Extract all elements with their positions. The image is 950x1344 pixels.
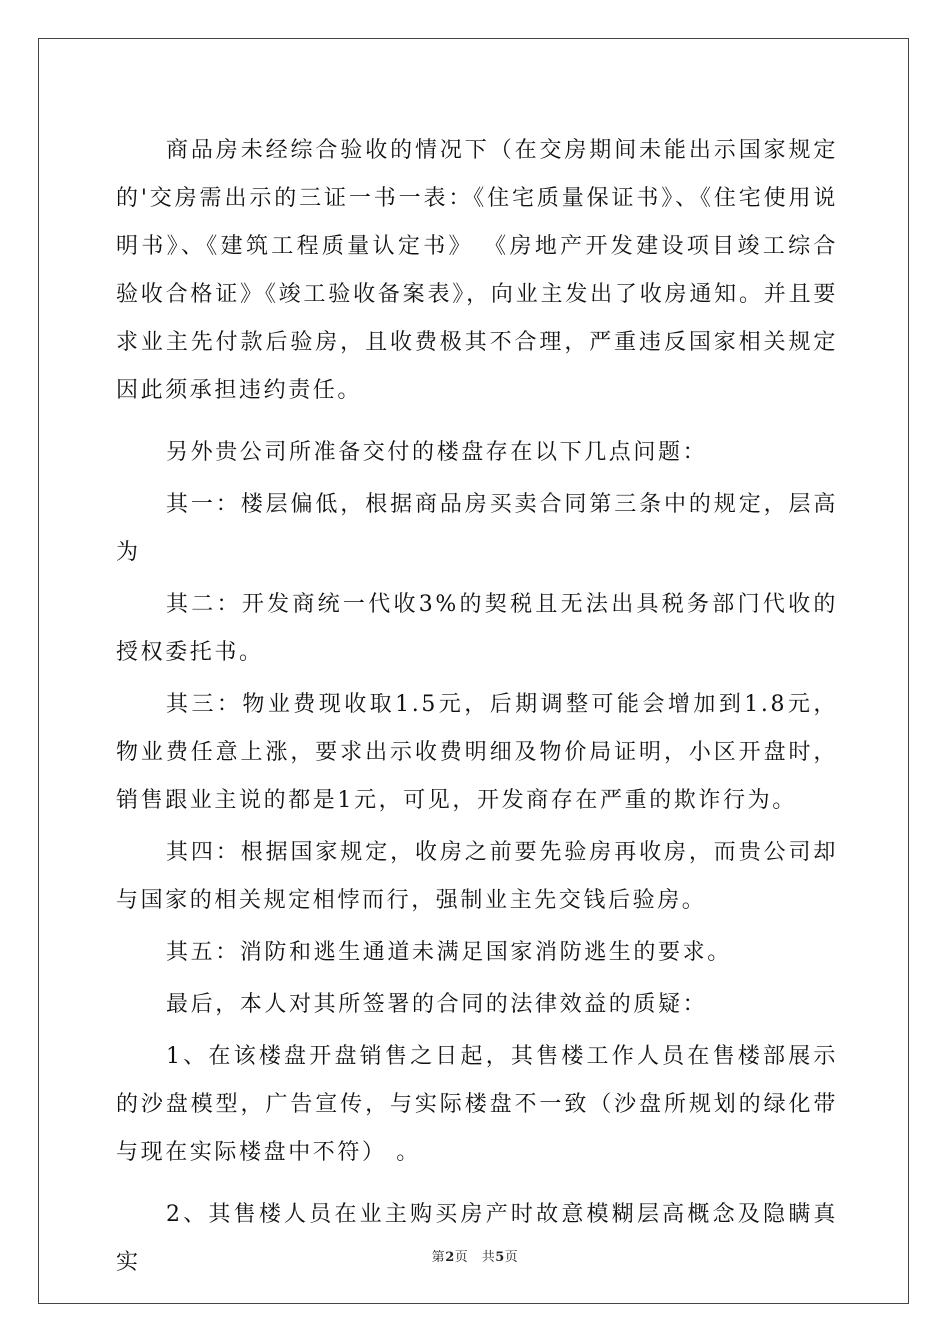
paragraph-7: 其五：消防和逃生通道未满足国家消防逃生的要求。	[166, 940, 732, 965]
paragraph-10: 2、其售楼人员在业主购买房产时故意模糊层高概念及隐瞒真实	[116, 1202, 838, 1275]
paragraph-4: 其二：开发商统一代收3%的契税且无法出具税务部门代收的授权委托书。	[116, 592, 838, 665]
paragraph-6: 其四：根据国家规定，收房之前要先验房再收房，而贵公司却与国家的相关规定相悖而行，强制业主先交钱后验房。	[116, 840, 838, 913]
paragraph-8: 最后，本人对其所签署的合同的法律效益的质疑：	[166, 992, 708, 1017]
paragraph-5: 其三：物业费现收取1.5元，后期调整可能会增加到1.8元，物业费任意上涨，要求出示收费明细及物价局证明，小区开盘时，销售跟业主说的都是1元，可见，开发商存在严重的欺诈行为。	[116, 692, 838, 813]
page-footer	[0, 1246, 950, 1265]
paragraph-1: 商品房未经综合验收的情况下（在交房期间未能出示国家规定的'交房需出示的三证一书一表：《住宅质量保证书》、《住宅使用说明书》、《建筑工程质量认定书》 《房地产开发建设项目竣工综合验收合格证》《竣工验收备案表》，向业主发出了收房通知。并且要求业主先付款后验房，且收费极其不合理，严重违反国家相关规定因此须承担违约责任。	[116, 138, 838, 403]
page-suffix: 页	[504, 1250, 519, 1265]
page-current: 2	[445, 1250, 455, 1265]
page-prefix: 第	[431, 1250, 446, 1265]
paragraph-9: 1、在该楼盘开盘销售之日起，其售楼工作人员在售楼部展示的沙盘模型，广告宣传，与实际楼盘不一致（沙盘所规划的绿化带与现在实际楼盘中不符） 。	[116, 1044, 838, 1165]
paragraph-2: 另外贵公司所准备交付的楼盘存在以下几点问题：	[166, 440, 708, 465]
document-body	[116, 127, 838, 1287]
paragraph-3: 其一：楼层偏低，根据商品房买卖合同第三条中的规定，层高为	[116, 492, 838, 565]
page-total: 5	[495, 1250, 505, 1265]
page-mid: 页 共	[454, 1250, 496, 1265]
